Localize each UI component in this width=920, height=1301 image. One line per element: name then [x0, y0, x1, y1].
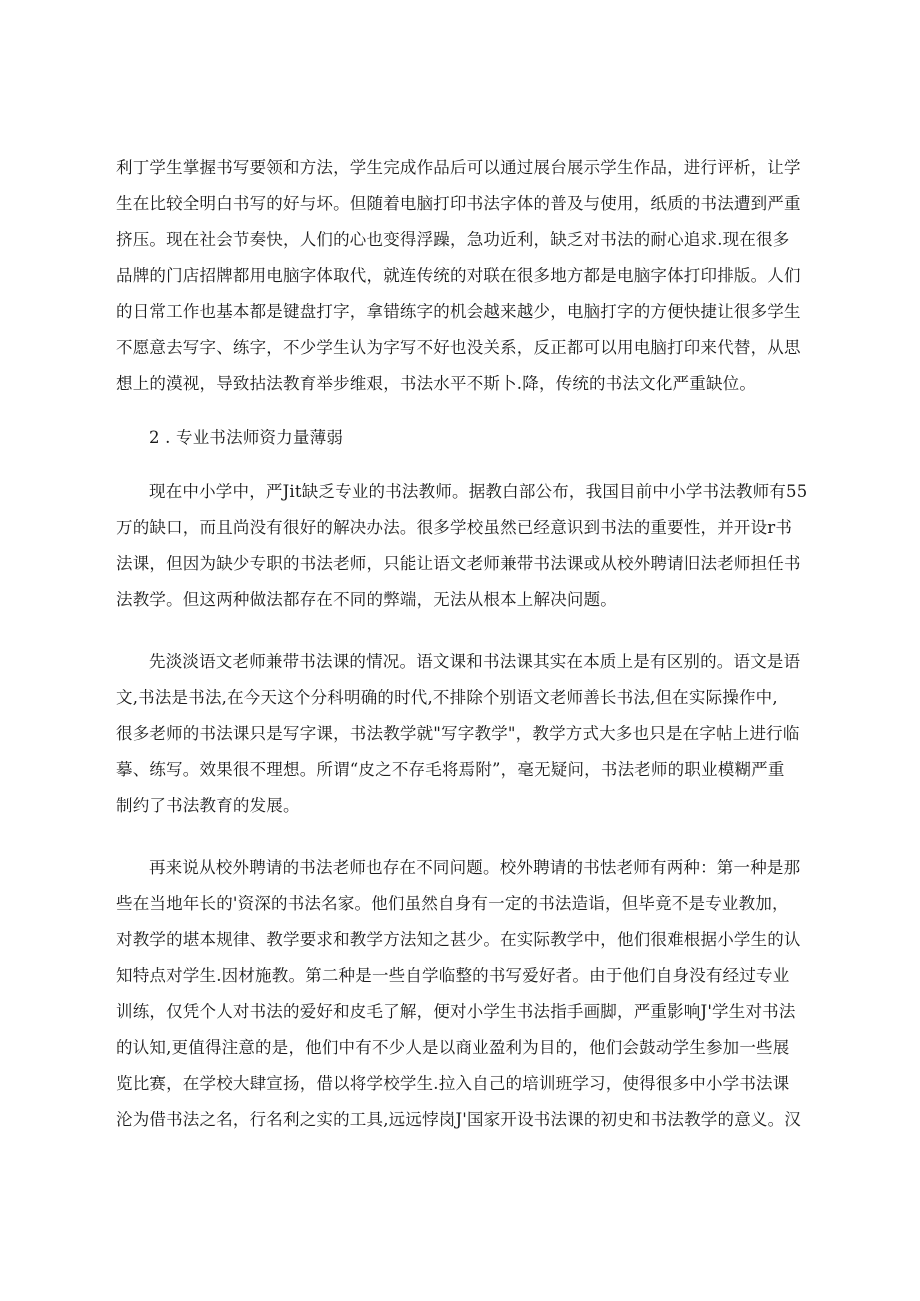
text-line: 现在中小学中，严Jit缺乏专业的书法教师。据教白部公布，我国目前中小学书法教师有55 [149, 482, 808, 501]
text-line: 知特点对学生.因材施教。第二种是一些自学临整的书写爱好者。由于他们自身没有经过专业 [116, 966, 790, 985]
text-line: 万的缺口，而且尚没有很好的解决办法。很多学校虽然已经意识到书法的重要性，并开设r书 [116, 518, 793, 537]
text-line: 想上的漠视，导致拈法教育举步维艰，书法水平不斯卜.降，传统的书法文化严重缺位。 [116, 374, 757, 393]
text-line: 先淡淡语文老师兼带书法课的情况。语文课和书法课其实在本质上是有区别的。语文是语 [149, 652, 801, 671]
text-line: 法教学。但这两种做法都存在不同的弊端，无法从根本上解决问题。 [116, 590, 617, 609]
text-line: 览比赛，在学校大肆宣扬，借以将学校学生.拉入自己的培训班学习，使得很多中小学书法课 [116, 1074, 790, 1093]
text-line: 沦为借书法之名，行名利之实的工具,远远悖岗J'国家开设书法课的初史和书法教学的意义。汉 [116, 1110, 801, 1129]
text-line: 挤压。现在社会节奏快，人们的心也变得浮躁，急功近利，缺乏对书法的耐心追求.现在很多 [116, 230, 790, 249]
text-line: 利丁学生掌握书写要领和方法，学生完成作品后可以通过展台展示学生作品，进行评析，让学 [116, 158, 801, 177]
text-line: 制约了书法教育的发展。 [116, 796, 300, 815]
text-line: 训练，仅凭个人对书法的爱好和皮毛了解，便对小学生书法指手画脚，严重影响J'学生对书法 [116, 1002, 796, 1021]
text-line: 些在当地年长的'资深的书法名家。他们虽然自身有一定的书法造诣，但毕竟不是专业教加， [116, 894, 789, 913]
paragraph-continuation [116, 150, 816, 402]
document-body [116, 150, 816, 1138]
paragraph-teacher-shortage [116, 474, 816, 618]
text-line: 生在比较全明白书写的好与坏。但随着电脑打印书法字体的普及与使用，纸质的书法遭到严重 [116, 194, 801, 213]
text-line: 品牌的门店招牌都用电脑字体取代，就连传统的对联在很多地方都是电脑字体打印排版。人们 [116, 266, 801, 285]
text-line: 法课，但因为缺少专职的书法老师，只能让语文老师兼带书法课或从校外聘请旧法老师担任书 [116, 554, 801, 573]
text-line: 的日常工作也基本都是键盘打字，拿错练字的机会越来越少，电脑打字的方便快捷让很多学生 [116, 302, 801, 321]
text-line: 很多老师的书法课只是写字课，书法教学就"写字教学"，教学方式大多也只是在字帖上进行临 [116, 724, 800, 743]
text-line: 对教学的堪本规律、教学要求和教学方法知之甚少。在实际教学中，他们很难根据小学生的认 [116, 930, 801, 949]
paragraph-chinese-teachers [116, 644, 816, 824]
text-line: 不愿意去写字、练字，不少学生认为字写不好也没关系，反正都可以用电脑打印来代替，从思 [116, 338, 801, 357]
section-heading: 2 . 专业书法师资力量薄弱 [149, 428, 344, 447]
text-line: 文,书法是书法,在今天这个分科明确的时代,不排除个别语文老师善长书法,但在实际操作中, [116, 688, 778, 707]
text-line: 摹、练写。效果很不理想。所谓“皮之不存毛将焉附”，毫无疑问，书法老师的职业模糊严重 [116, 760, 785, 779]
text-line: 再来说从校外聘请的书法老师也存在不同问题。校外聘请的书怯老师有两种：第一种是那 [149, 858, 801, 877]
text-line: 的认知,更值得注意的是，他们中有不少人是以商业盈利为目的，他们会鼓动学生参加一些展 [116, 1038, 790, 1057]
paragraph-external-teachers [116, 850, 816, 1138]
